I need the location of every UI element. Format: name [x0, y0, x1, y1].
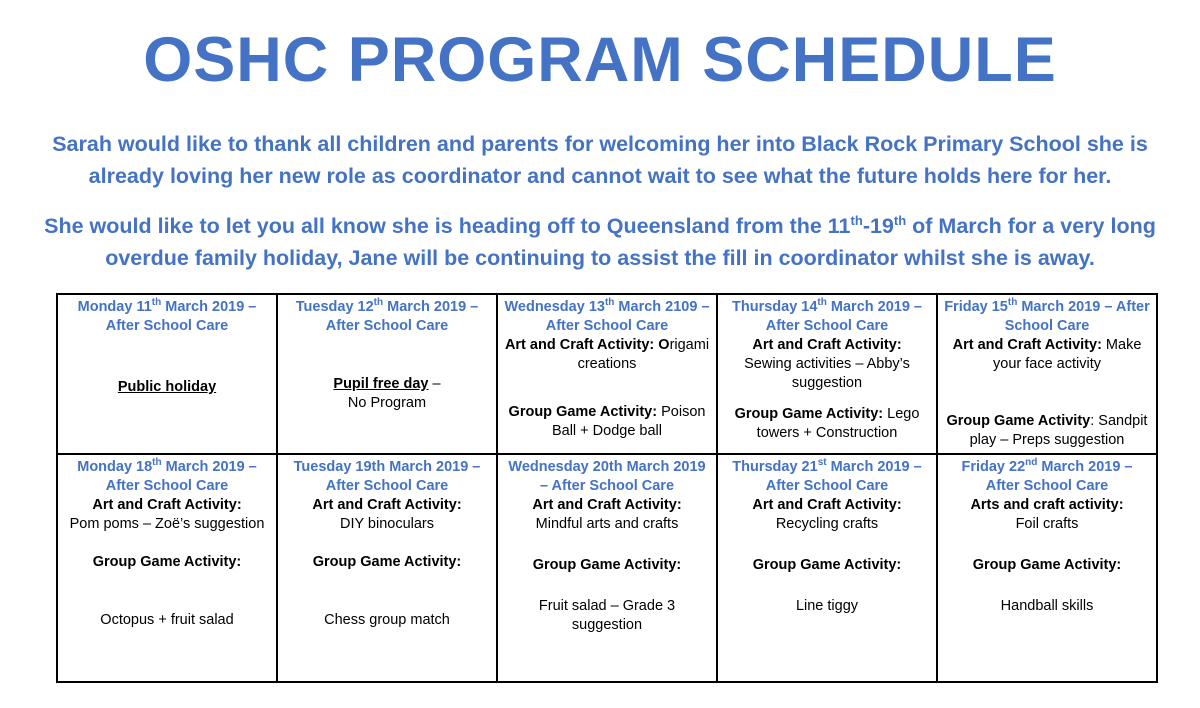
page-title: OSHC PROGRAM SCHEDULE	[143, 25, 1057, 95]
cell-heading: Monday 11th March 2019 – After School Care	[77, 297, 257, 334]
intro-paragraph-thanks: Sarah would like to thank all children and parents for welcoming her into Black Rock Primary School she is already loving her new role as coordinator and cannot wait to see what the future holds here for her.	[52, 132, 1148, 188]
cell-heading: Thursday 14th March 2019 – After School Care	[732, 297, 922, 334]
cell-heading: Tuesday 19th March 2019 – After School Care	[293, 459, 481, 494]
art-activity: Art and Craft Activity: Pom poms – Zoë’s suggestion	[69, 497, 265, 532]
schedule-cell-mon-18	[57, 454, 277, 682]
game-activity: Group Game Activity: Lego towers + Construction	[734, 406, 920, 441]
cell-heading: Tuesday 12th March 2019 – After School Care	[295, 297, 479, 334]
schedule-cell-thu-14	[717, 294, 937, 454]
week-2-row	[57, 454, 1157, 682]
intro-p2-sup-2: th	[893, 212, 907, 228]
intro-p2-sup-1: th	[850, 212, 863, 228]
cell-heading: Monday 18th March 2019 – After School Care	[77, 457, 257, 494]
game-activity-label: Group Game Activity:	[532, 557, 682, 573]
art-activity: Art and Craft Activity: Make your face activity	[952, 337, 1142, 372]
art-activity: Art and Craft Activity: DIY binoculars	[312, 497, 462, 532]
schedule-cell-mon-11	[57, 294, 277, 454]
game-activity: Fruit salad – Grade 3 suggestion	[538, 598, 676, 633]
game-activity: Chess group match	[324, 612, 450, 628]
week-1-row	[57, 294, 1157, 454]
schedule-cell-wed-20	[497, 454, 717, 682]
game-activity: Line tiggy	[795, 598, 859, 614]
intro-p2-text-b: -19	[862, 214, 894, 238]
cell-heading: Wednesday 20th March 2019 – After School Care	[508, 459, 706, 494]
schedule-cell-tue-12	[277, 294, 497, 454]
game-activity-label: Group Game Activity:	[92, 554, 242, 570]
art-activity: Art and Craft Activity: Mindful arts and crafts	[532, 497, 682, 532]
schedule-cell-tue-19	[277, 454, 497, 682]
game-activity: Group Game Activity: Poison Ball + Dodge ball	[508, 404, 706, 439]
art-activity: Art and Craft Activity: Recycling crafts	[752, 497, 902, 532]
intro-paragraph-holiday	[40, 210, 1160, 274]
special-note: Public holiday	[117, 379, 217, 395]
intro-p2-text-a: She would like to let you all know she is heading off to Queensland from the 11	[44, 214, 851, 238]
game-activity: Group Game Activity: Sandpit play – Preps suggestion	[946, 413, 1148, 448]
schedule-cell-fri-22	[937, 454, 1157, 682]
art-activity: Art and Craft Activity: Origami creations	[504, 337, 710, 372]
game-activity-label: Group Game Activity:	[312, 554, 462, 570]
cell-heading: Friday 15th March 2019 – After School Care	[944, 297, 1150, 334]
cell-heading: Wednesday 13th March 2109 – After School Care	[504, 297, 710, 334]
special-note: Pupil free day –	[333, 376, 441, 392]
game-activity-label: Group Game Activity:	[752, 557, 902, 573]
game-activity: Handball skills	[1000, 598, 1094, 614]
schedule-cell-wed-13	[497, 294, 717, 454]
game-activity-label: Group Game Activity:	[972, 557, 1122, 573]
schedule-cell-thu-21	[717, 454, 937, 682]
art-activity: Arts and craft activity: Foil crafts	[970, 497, 1124, 532]
schedule-cell-fri-15	[937, 294, 1157, 454]
cell-heading: Thursday 21st March 2019 – After School Care	[732, 457, 922, 494]
special-note-line2: No Program	[347, 395, 427, 411]
cell-heading: Friday 22nd March 2019 – After School Care	[961, 457, 1133, 494]
intro-p2-text-c: of March for a very long overdue family holiday, Jane will be continuing to assist the fill in coordinator whilst she is away.	[105, 214, 1156, 270]
art-activity: Art and Craft Activity: Sewing activities – Abby’s suggestion	[744, 337, 910, 391]
schedule-table	[56, 293, 1158, 683]
game-activity: Octopus + fruit salad	[100, 612, 234, 628]
